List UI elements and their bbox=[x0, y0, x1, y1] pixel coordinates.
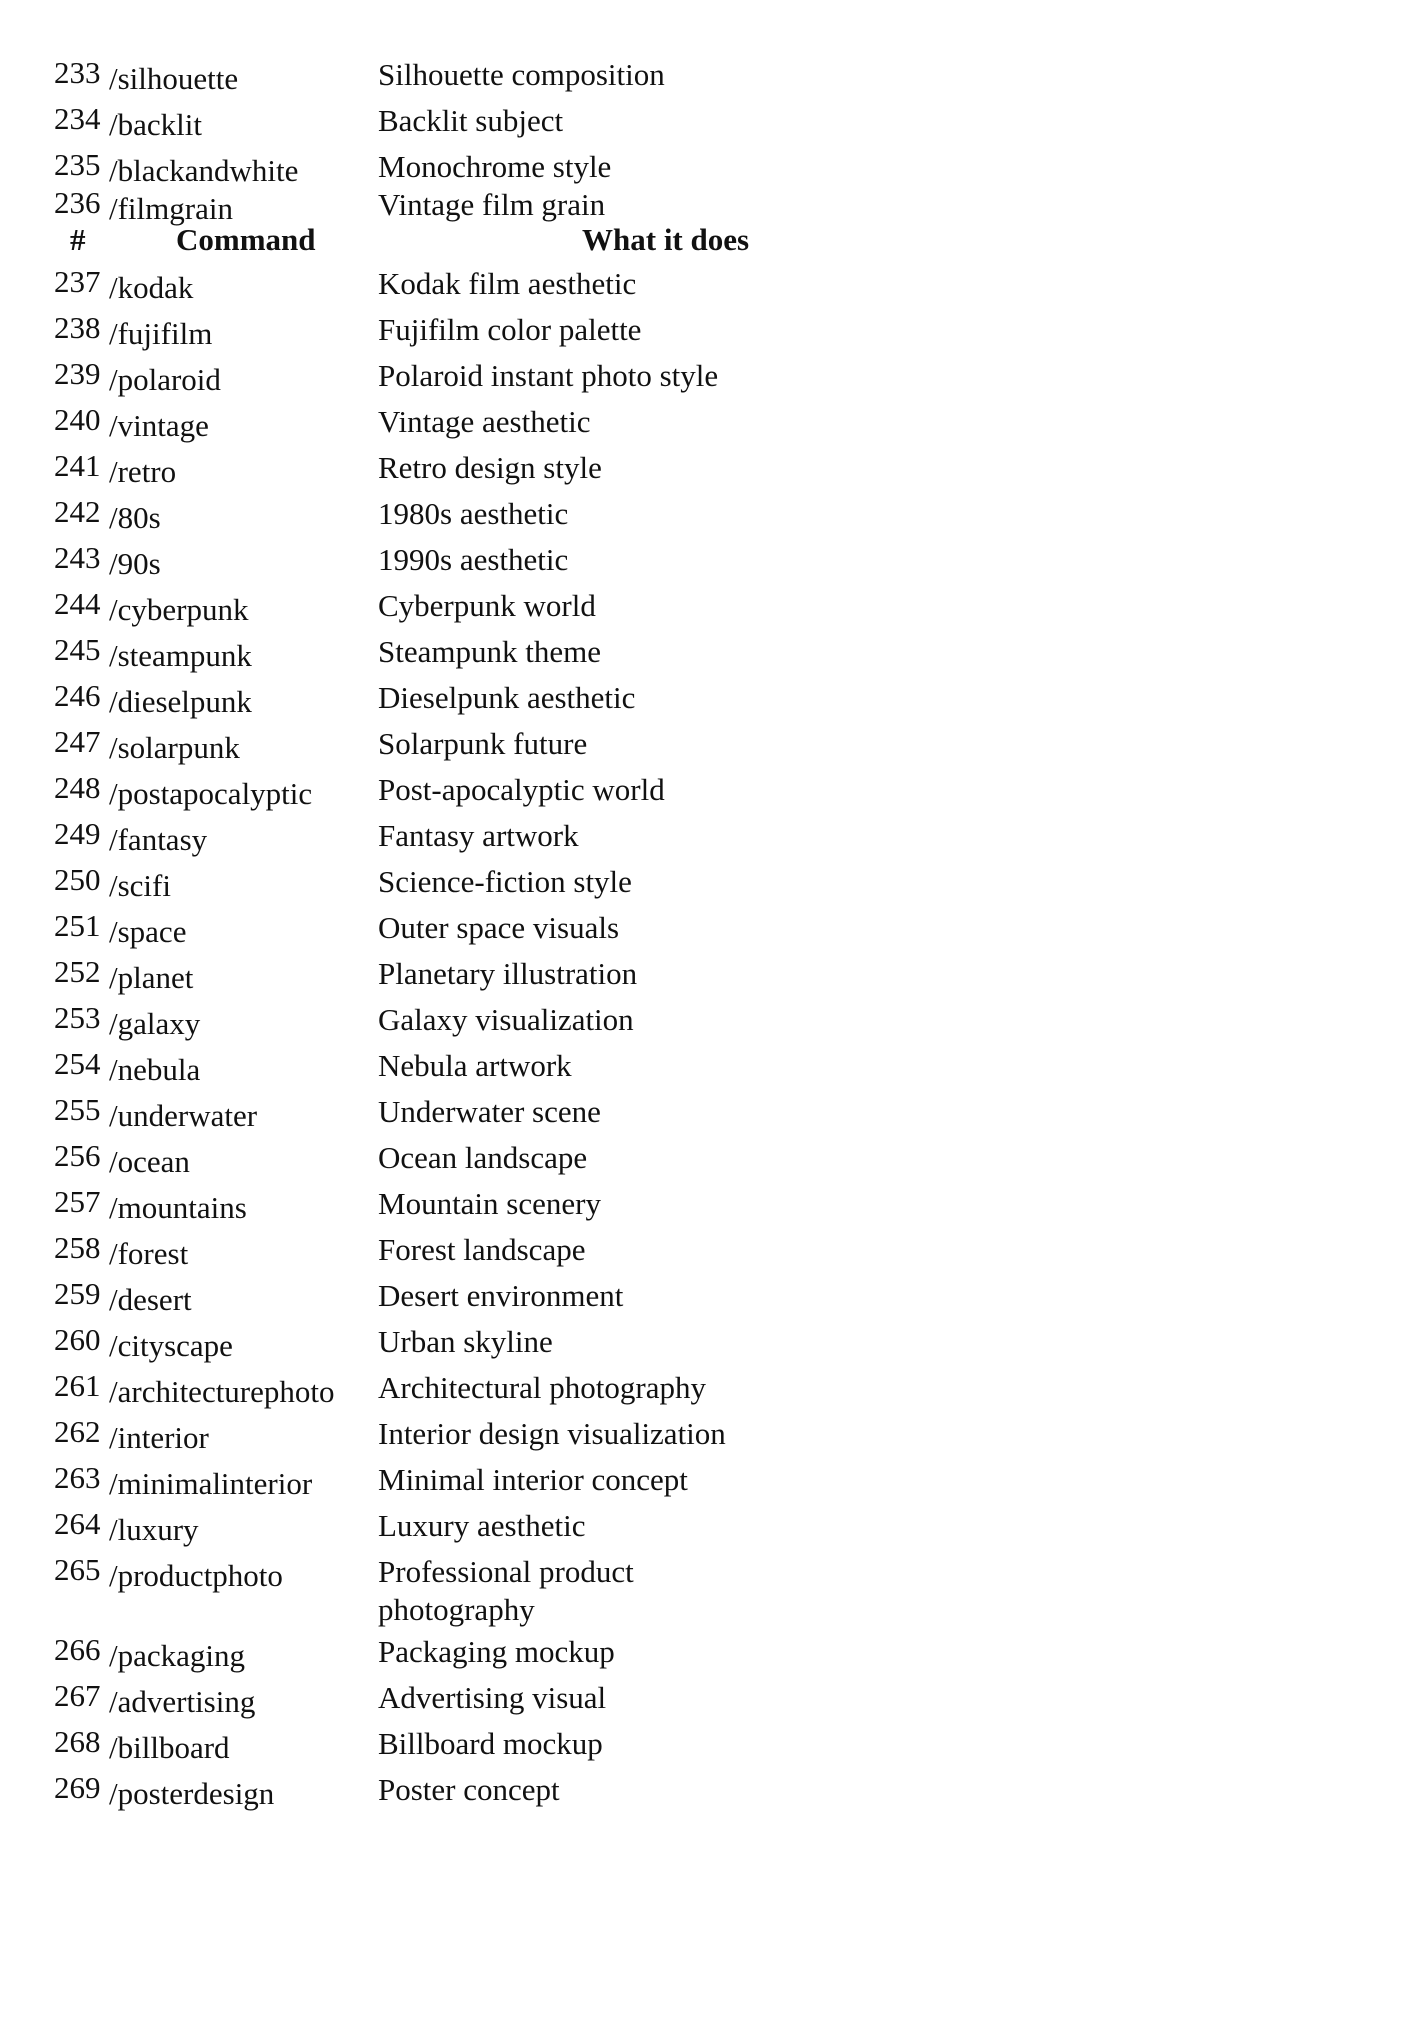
row-description: Architectural photography bbox=[378, 1370, 706, 1405]
row-number: 255 bbox=[54, 1092, 101, 1127]
row-description: Luxury aesthetic bbox=[378, 1508, 586, 1543]
row-number: 242 bbox=[54, 494, 101, 529]
row-description: Solarpunk future bbox=[378, 726, 588, 761]
row-command: /blackandwhite bbox=[109, 153, 299, 188]
row-command: /posterdesign bbox=[109, 1776, 275, 1811]
row-description: Interior design visualization bbox=[378, 1416, 726, 1451]
row-number: 264 bbox=[54, 1506, 101, 1541]
row-command: /cityscape bbox=[109, 1328, 233, 1363]
row-number: 257 bbox=[54, 1184, 101, 1219]
row-description: Minimal interior concept bbox=[378, 1462, 688, 1497]
row-command: /mountains bbox=[109, 1190, 247, 1225]
row-description: Poster concept bbox=[378, 1772, 560, 1807]
row-description: Nebula artwork bbox=[378, 1048, 572, 1083]
row-command: /kodak bbox=[109, 270, 194, 305]
row-description: Post-apocalyptic world bbox=[378, 772, 665, 807]
row-number: 233 bbox=[54, 55, 101, 90]
row-description: Underwater scene bbox=[378, 1094, 601, 1129]
row-number: 261 bbox=[54, 1368, 101, 1403]
row-command: /polaroid bbox=[109, 362, 221, 397]
row-command: /packaging bbox=[109, 1638, 246, 1673]
row-command: /productphoto bbox=[109, 1558, 283, 1593]
row-number: 269 bbox=[54, 1770, 101, 1805]
row-command: /cyberpunk bbox=[109, 592, 249, 627]
row-description: Fantasy artwork bbox=[378, 818, 579, 853]
row-description: Planetary illustration bbox=[378, 956, 638, 991]
row-command: /scifi bbox=[109, 868, 171, 903]
row-description: Urban skyline bbox=[378, 1324, 553, 1359]
row-description: Billboard mockup bbox=[378, 1726, 603, 1761]
row-command: /minimalinterior bbox=[109, 1466, 313, 1501]
row-description: Packaging mockup bbox=[378, 1634, 615, 1669]
row-number: 249 bbox=[54, 816, 101, 851]
row-number: 253 bbox=[54, 1000, 101, 1035]
row-number: 267 bbox=[54, 1678, 101, 1713]
header-command: Command bbox=[176, 222, 316, 257]
row-command: /90s bbox=[109, 546, 161, 581]
row-number: 256 bbox=[54, 1138, 101, 1173]
row-command: /space bbox=[109, 914, 187, 949]
row-number: 268 bbox=[54, 1724, 101, 1759]
row-number: 243 bbox=[54, 540, 101, 575]
row-command: /silhouette bbox=[109, 61, 239, 96]
row-command: /vintage bbox=[109, 408, 209, 443]
row-number: 241 bbox=[54, 448, 101, 483]
row-number: 250 bbox=[54, 862, 101, 897]
row-number: 265 bbox=[54, 1552, 101, 1587]
row-description: Backlit subject bbox=[378, 103, 564, 138]
row-number: 252 bbox=[54, 954, 101, 989]
row-description: Polaroid instant photo style bbox=[378, 358, 719, 393]
row-command: /fujifilm bbox=[109, 316, 213, 351]
row-number: 239 bbox=[54, 356, 101, 391]
header-number: # bbox=[70, 222, 86, 257]
row-command: /dieselpunk bbox=[109, 684, 252, 719]
row-description: Retro design style bbox=[378, 450, 602, 485]
row-description: Monochrome style bbox=[378, 149, 612, 184]
row-command: /desert bbox=[109, 1282, 192, 1317]
row-number: 240 bbox=[54, 402, 101, 437]
row-description: Vintage film grain bbox=[378, 187, 606, 222]
row-description: Vintage aesthetic bbox=[378, 404, 591, 439]
row-number: 235 bbox=[54, 147, 101, 182]
header-description: What it does bbox=[582, 222, 750, 257]
row-description: Outer space visuals bbox=[378, 910, 620, 945]
row-command: /80s bbox=[109, 500, 161, 535]
row-command: /architecturephoto bbox=[109, 1374, 335, 1409]
row-description: Galaxy visualization bbox=[378, 1002, 634, 1037]
row-command: /nebula bbox=[109, 1052, 201, 1087]
row-command: /retro bbox=[109, 454, 177, 489]
row-number: 262 bbox=[54, 1414, 101, 1449]
row-number: 251 bbox=[54, 908, 101, 943]
row-number: 246 bbox=[54, 678, 101, 713]
row-description: Forest landscape bbox=[378, 1232, 586, 1267]
row-number: 245 bbox=[54, 632, 101, 667]
row-number: 248 bbox=[54, 770, 101, 805]
row-command: /billboard bbox=[109, 1730, 230, 1765]
row-command: /filmgrain bbox=[109, 191, 233, 226]
row-command: /backlit bbox=[109, 107, 202, 142]
row-number: 254 bbox=[54, 1046, 101, 1081]
row-number: 259 bbox=[54, 1276, 101, 1311]
row-command: /forest bbox=[109, 1236, 189, 1271]
row-number: 237 bbox=[54, 264, 101, 299]
row-description: Science-fiction style bbox=[378, 864, 632, 899]
row-number: 244 bbox=[54, 586, 101, 621]
row-command: /advertising bbox=[109, 1684, 256, 1719]
row-description: Ocean landscape bbox=[378, 1140, 588, 1175]
row-description: Fujifilm color palette bbox=[378, 312, 642, 347]
row-number: 266 bbox=[54, 1632, 101, 1667]
row-number: 258 bbox=[54, 1230, 101, 1265]
row-description: Desert environment bbox=[378, 1278, 624, 1313]
row-description: Cyberpunk world bbox=[378, 588, 596, 623]
row-description: 1980s aesthetic bbox=[378, 496, 569, 531]
row-command: /interior bbox=[109, 1420, 209, 1455]
row-description: Silhouette composition bbox=[378, 57, 665, 92]
row-number: 234 bbox=[54, 101, 101, 136]
row-number: 238 bbox=[54, 310, 101, 345]
row-description: Kodak film aesthetic bbox=[378, 266, 637, 301]
row-command: /ocean bbox=[109, 1144, 190, 1179]
row-number: 247 bbox=[54, 724, 101, 759]
row-number: 260 bbox=[54, 1322, 101, 1357]
row-description: Mountain scenery bbox=[378, 1186, 601, 1221]
row-description: Advertising visual bbox=[378, 1680, 607, 1715]
row-description: Steampunk theme bbox=[378, 634, 601, 669]
row-number: 263 bbox=[54, 1460, 101, 1495]
row-command: /galaxy bbox=[109, 1006, 201, 1041]
row-command: /luxury bbox=[109, 1512, 199, 1547]
row-number: 236 bbox=[54, 185, 101, 220]
row-description: Dieselpunk aesthetic bbox=[378, 680, 636, 715]
row-command: /steampunk bbox=[109, 638, 252, 673]
row-command: /planet bbox=[109, 960, 194, 995]
row-command: /postapocalyptic bbox=[109, 776, 313, 811]
row-command: /fantasy bbox=[109, 822, 208, 857]
row-command: /underwater bbox=[109, 1098, 258, 1133]
row-command: /solarpunk bbox=[109, 730, 240, 765]
row-description: Professional product photography bbox=[378, 1554, 634, 1627]
row-description: 1990s aesthetic bbox=[378, 542, 569, 577]
